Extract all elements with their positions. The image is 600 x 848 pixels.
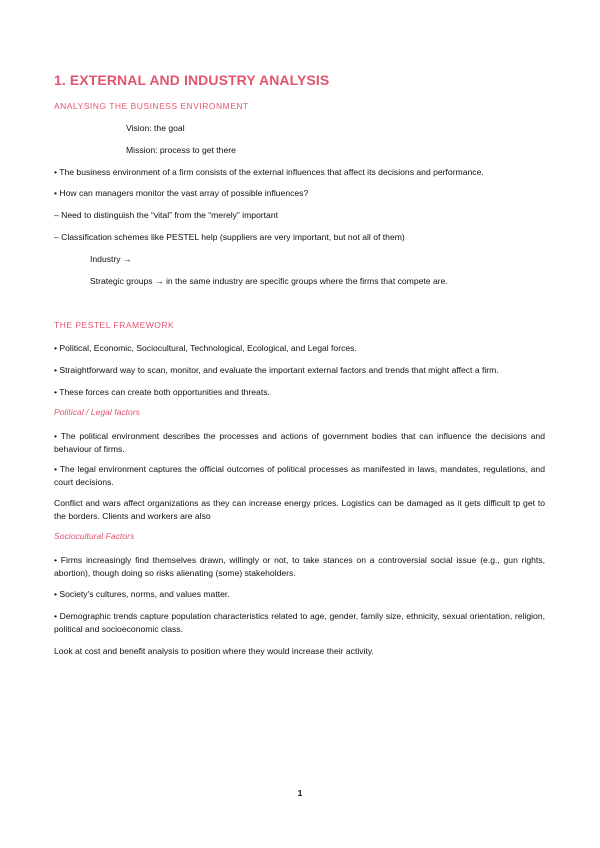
bullet-opportunities-threats: • These forces can create both opportunities and threats. <box>54 387 270 397</box>
dash-classification: – Classification schemes like PESTEL help (suppliers are very important, but not all of them) <box>54 232 405 242</box>
section-heading-business-environment: ANALYSING THE BUSINESS ENVIRONMENT <box>54 101 249 111</box>
bullet-pestel-forces: • Political, Economic, Sociocultural, Technological, Ecological, and Legal forces. <box>54 343 357 353</box>
paragraph-legal-environment: • The legal environment captures the official outcomes of political processes as manifested in laws, mandates, regulations, and court decisions. <box>54 464 545 487</box>
bullet-business-environment: • The business environment of a firm consists of the external influences that affect its decisions and performance. <box>54 167 484 177</box>
subheading-political-legal: Political / Legal factors <box>54 407 140 417</box>
paragraph-controversial-issues: • Firms increasingly find themselves drawn, willingly or not, to take stances on a controversial social issue (e.g., gun rights, abortion), though doing so risks alienating (some) stakeholders. <box>54 555 545 578</box>
section-heading-pestel: THE PESTEL FRAMEWORK <box>54 320 175 330</box>
subheading-sociocultural: Sociocultural Factors <box>54 531 135 541</box>
cost-benefit-line: Look at cost and benefit analysis to position where they would increase their activity. <box>54 646 374 656</box>
industry-line: Industry → <box>90 254 132 264</box>
page-number: 1 <box>297 788 303 798</box>
page-title: 1. EXTERNAL AND INDUSTRY ANALYSIS <box>54 72 330 88</box>
paragraph-political-environment: • The political environment describes the processes and actions of government bodies that can influence the decisions and behaviour of firms. <box>54 431 545 454</box>
bullet-straightforward: • Straightforward way to scan, monitor, and evaluate the important external factors and trends that might affect a firm. <box>54 365 499 375</box>
dash-vital: – Need to distinguish the “vital” from the “merely” important <box>54 210 279 220</box>
strategic-groups-line: Strategic groups → in the same industry are specific groups where the firms that compete are. <box>90 276 448 286</box>
bullet-managers-monitor: • How can managers monitor the vast array of possible influences? <box>54 188 309 198</box>
mission-line: Mission: process to get there <box>126 145 236 155</box>
bullet-society-cultures: • Society's cultures, norms, and values matter. <box>54 589 230 599</box>
paragraph-conflict-wars: Conflict and wars affect organizations as they can increase energy prices. Logistics can be damaged as it gets difficult tp get to the borders. Clients and workers are also <box>54 498 545 521</box>
paragraph-demographic-trends: • Demographic trends capture population characteristics related to age, gender, family size, ethnicity, sexual orientation, religion, political and socioeconomic class. <box>54 611 545 634</box>
vision-line: Vision: the goal <box>126 123 185 133</box>
